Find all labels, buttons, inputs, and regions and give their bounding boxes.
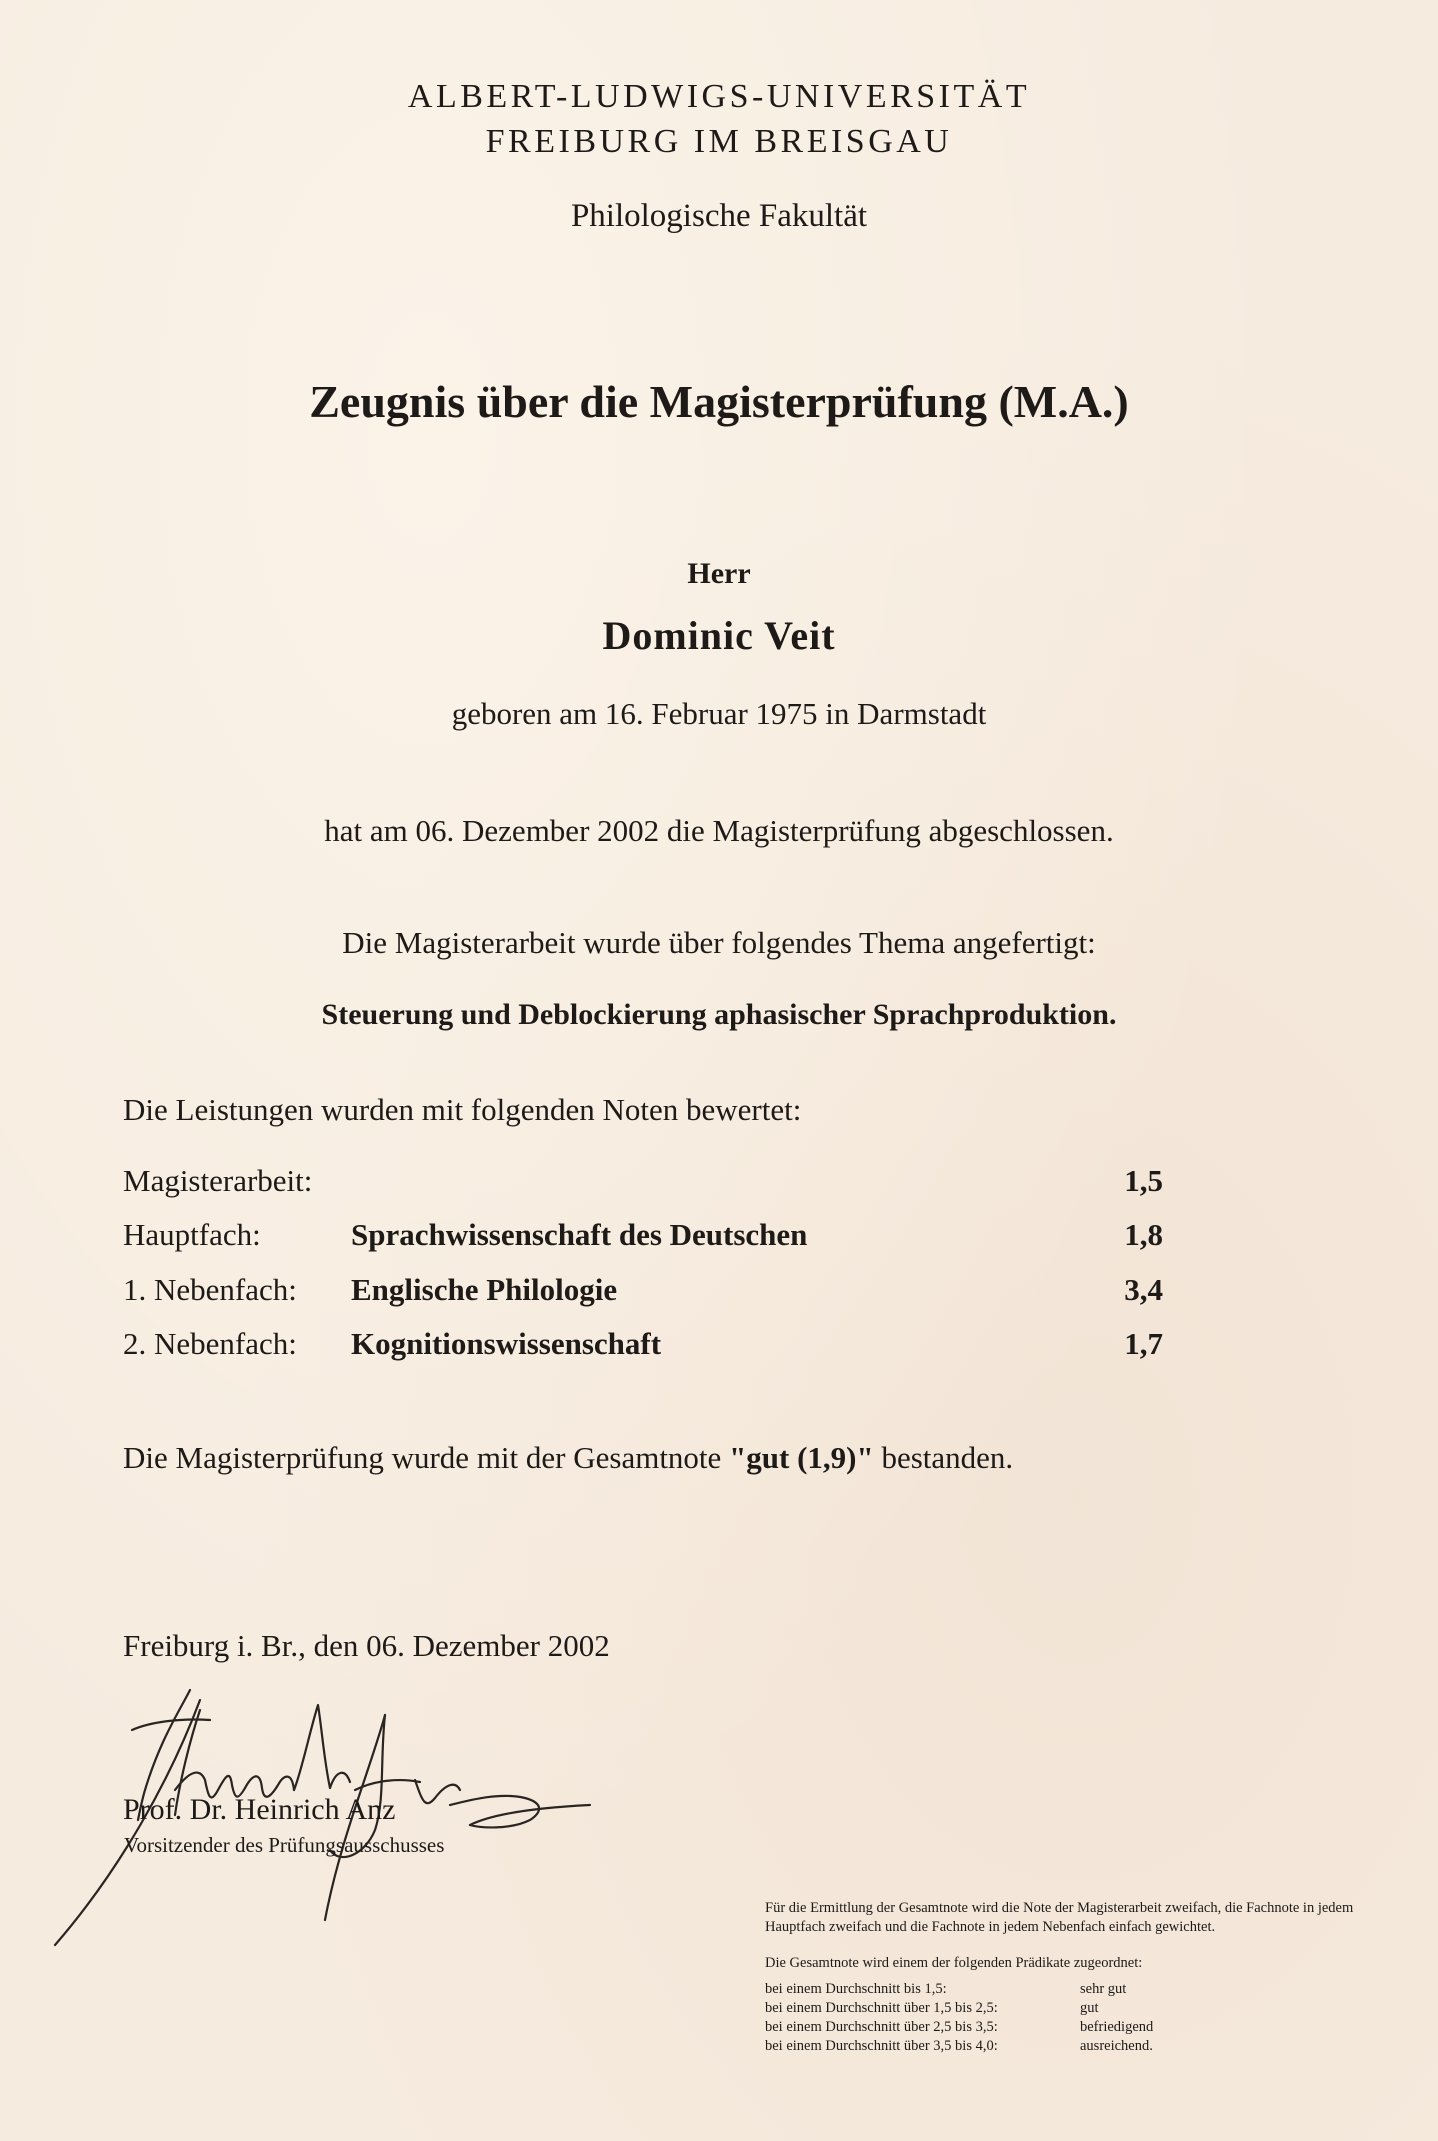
grade-label: 1. Nebenfach:	[123, 1272, 297, 1307]
grade-subject: Englische Philologie	[351, 1272, 618, 1307]
predicate-condition: bei einem Durchschnitt bis 1,5:	[765, 1981, 947, 1997]
result-text-before: Die Magisterprüfung wurde mit der Gesamtnote	[123, 1440, 730, 1475]
predicate-label: gut	[1080, 2000, 1099, 2016]
grade-row-minor2	[123, 1326, 1163, 1366]
predicate-label: befriedigend	[1080, 2019, 1154, 2035]
grade-value: 3,4	[1124, 1272, 1163, 1307]
predicate-condition: bei einem Durchschnitt über 1,5 bis 2,5:	[765, 2000, 998, 2016]
signer-role: Vorsitzender des Prüfungsausschusses	[124, 1833, 445, 1857]
result-text-after: bestanden.	[873, 1440, 1014, 1475]
predicate-label: ausreichend.	[1080, 2038, 1153, 2054]
predicate-condition: bei einem Durchschnitt über 2,5 bis 3,5:	[765, 2019, 998, 2035]
place-date: Freiburg i. Br., den 06. Dezember 2002	[123, 1628, 610, 1663]
document-title: Zeugnis über die Magisterprüfung (M.A.)	[309, 376, 1129, 427]
grade-row-minor1	[123, 1272, 1163, 1312]
grade-label: Magisterarbeit:	[123, 1163, 313, 1198]
predicate-row	[765, 2019, 1225, 2037]
grade-subject: Kognitionswissenschaft	[351, 1326, 662, 1361]
university-name-line2: FREIBURG IM BREISGAU	[485, 123, 953, 160]
grade-value: 1,5	[1124, 1163, 1163, 1198]
grade-label: Hauptfach:	[123, 1217, 261, 1252]
predicate-label: sehr gut	[1080, 1981, 1127, 1997]
thesis-intro: Die Magisterarbeit wurde über folgendes Thema angefertigt:	[342, 925, 1096, 960]
grade-value: 1,8	[1124, 1217, 1163, 1252]
birth-info: geboren am 16. Februar 1975 in Darmstadt	[451, 696, 987, 731]
signer-name: Prof. Dr. Heinrich Anz	[123, 1793, 396, 1826]
predicate-row	[765, 1981, 1225, 1999]
grades-intro: Die Leistungen wurden mit folgenden Noten bewertet:	[123, 1092, 802, 1127]
result-statement	[123, 1440, 1013, 1476]
overall-grade: "gut (1,9)"	[729, 1440, 874, 1475]
predicate-row	[765, 2000, 1225, 2018]
faculty-name: Philologische Fakultät	[570, 198, 868, 234]
grade-row-thesis	[123, 1163, 1163, 1203]
thesis-topic: Steuerung und Deblockierung aphasischer Sprachproduktion.	[321, 998, 1117, 1031]
footnote-weighting: Für die Ermittlung der Gesamtnote wird die Note der Magisterarbeit zweifach, die Fachnote in jedem Hauptfach zweifach und die Fachnote in jedem Nebenfach einfach gewichtet.	[765, 1900, 1354, 1935]
grade-label: 2. Nebenfach:	[123, 1326, 297, 1361]
completion-statement: hat am 06. Dezember 2002 die Magisterprüfung abgeschlossen.	[324, 813, 1114, 848]
grade-subject: Sprachwissenschaft des Deutschen	[351, 1217, 808, 1252]
university-name-line1: ALBERT-LUDWIGS-UNIVERSITÄT	[407, 78, 1031, 115]
salutation: Herr	[687, 557, 751, 590]
candidate-name: Dominic Veit	[602, 613, 836, 658]
grade-value: 1,7	[1124, 1326, 1163, 1361]
predicate-row	[765, 2038, 1225, 2056]
footnote-predicate-intro: Die Gesamtnote wird einem der folgenden Prädikate zugeordnet:	[765, 1955, 1143, 1971]
grade-row-major	[123, 1217, 1163, 1257]
predicate-condition: bei einem Durchschnitt über 3,5 bis 4,0:	[765, 2038, 998, 2054]
